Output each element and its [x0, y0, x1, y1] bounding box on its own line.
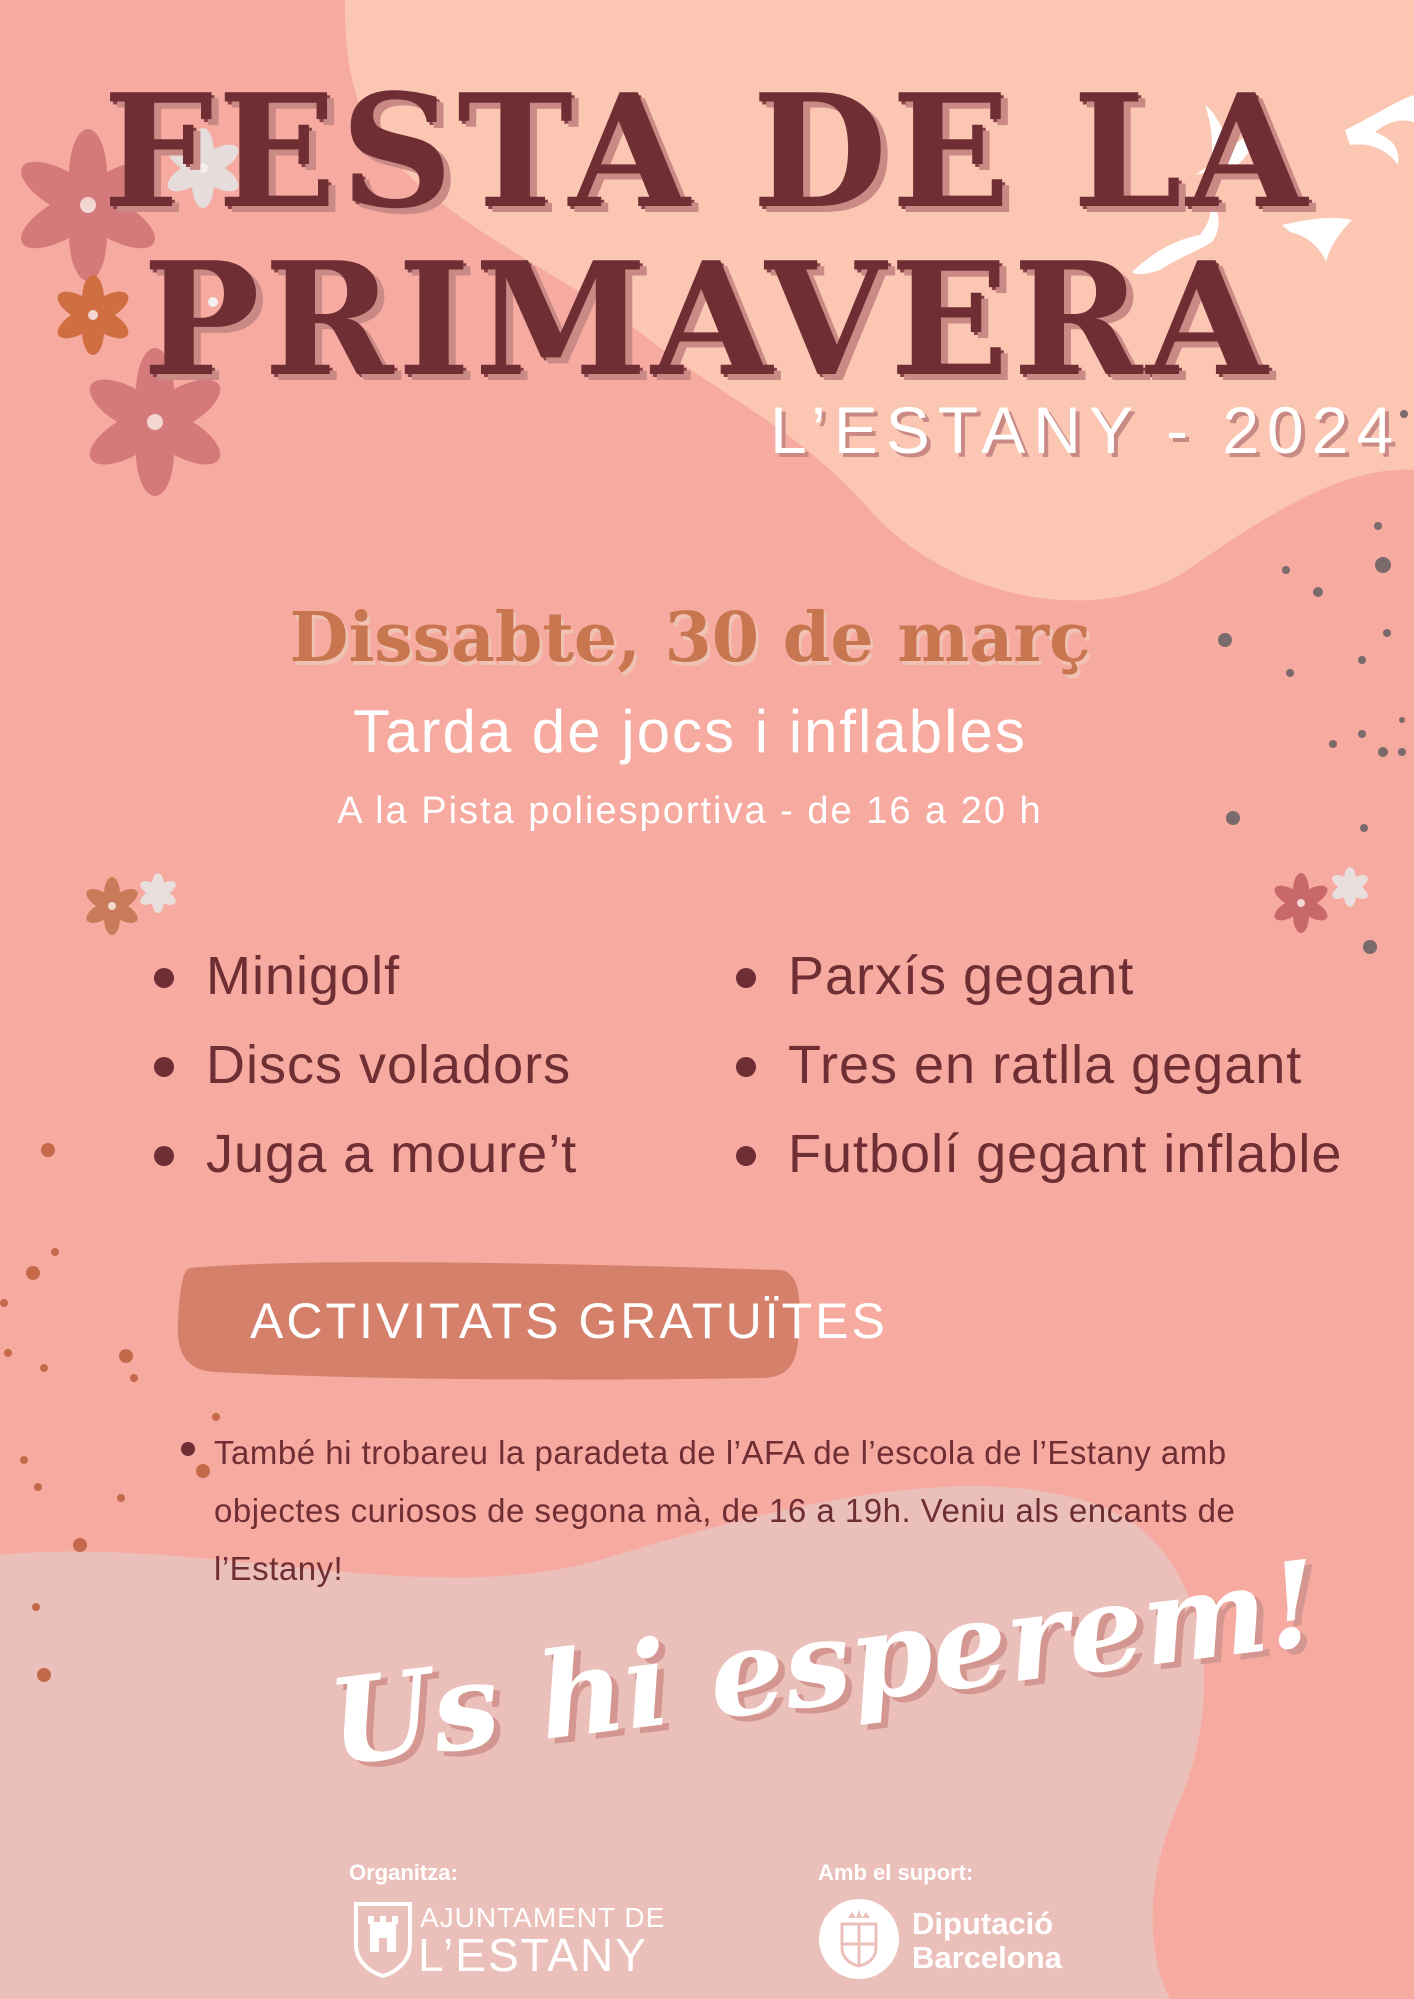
event-location-time: A la Pista poliesportiva - de 16 a 20 h [337, 790, 1043, 832]
organizer-name-line2: L’ESTANY [418, 1929, 648, 1981]
title-line-1: FESTA DE LA [102, 60, 1312, 243]
organizer-label: Organitza: [349, 1860, 458, 1885]
activity-item: Minigolf [206, 946, 577, 1035]
activity-item: Parxís gegant [788, 946, 1342, 1035]
support-name-line1: Diputació [912, 1906, 1054, 1941]
diputacio-logo-icon [818, 1898, 900, 1980]
activity-item: Tres en ratlla gegant [788, 1035, 1342, 1124]
activity-item: Futbolí gegant inflable [788, 1124, 1342, 1213]
flower-icon [138, 873, 179, 913]
support-label: Amb el suport: [818, 1860, 974, 1885]
activities-right [788, 946, 1342, 1213]
event-name: Tarda de jocs i inflables [353, 698, 1027, 765]
organizer-name-line1: AJUNTAMENT DE [420, 1902, 666, 1933]
title-line-2: PRIMAVERA [142, 228, 1272, 411]
support-name-line2: Barcelona [912, 1940, 1062, 1975]
event-date: Dissabte, 30 de març [289, 598, 1091, 678]
free-activities-badge: ACTIVITATS GRATUÏTES [250, 1293, 888, 1349]
flower-icon [83, 877, 141, 935]
note-text: També hi trobareu la paradeta de l’AFA de l’escola de l’Estany amb objectes curiosos de segona mà, de 16 a 19h. Veniu als encants de l’Estany! [214, 1434, 1236, 1587]
subtitle: L’ESTANY - 2024 [770, 393, 1402, 467]
flower-icon [1271, 873, 1331, 933]
activity-item: Discs voladors [206, 1035, 577, 1124]
flower-icon [1330, 867, 1371, 907]
closing-text: Us hi esperem! [321, 1533, 1327, 1793]
town-crest-icon [352, 1900, 414, 1978]
activity-item: Juga a moure’t [206, 1124, 577, 1213]
note-bullet [181, 1442, 195, 1456]
activities-left [206, 946, 577, 1213]
